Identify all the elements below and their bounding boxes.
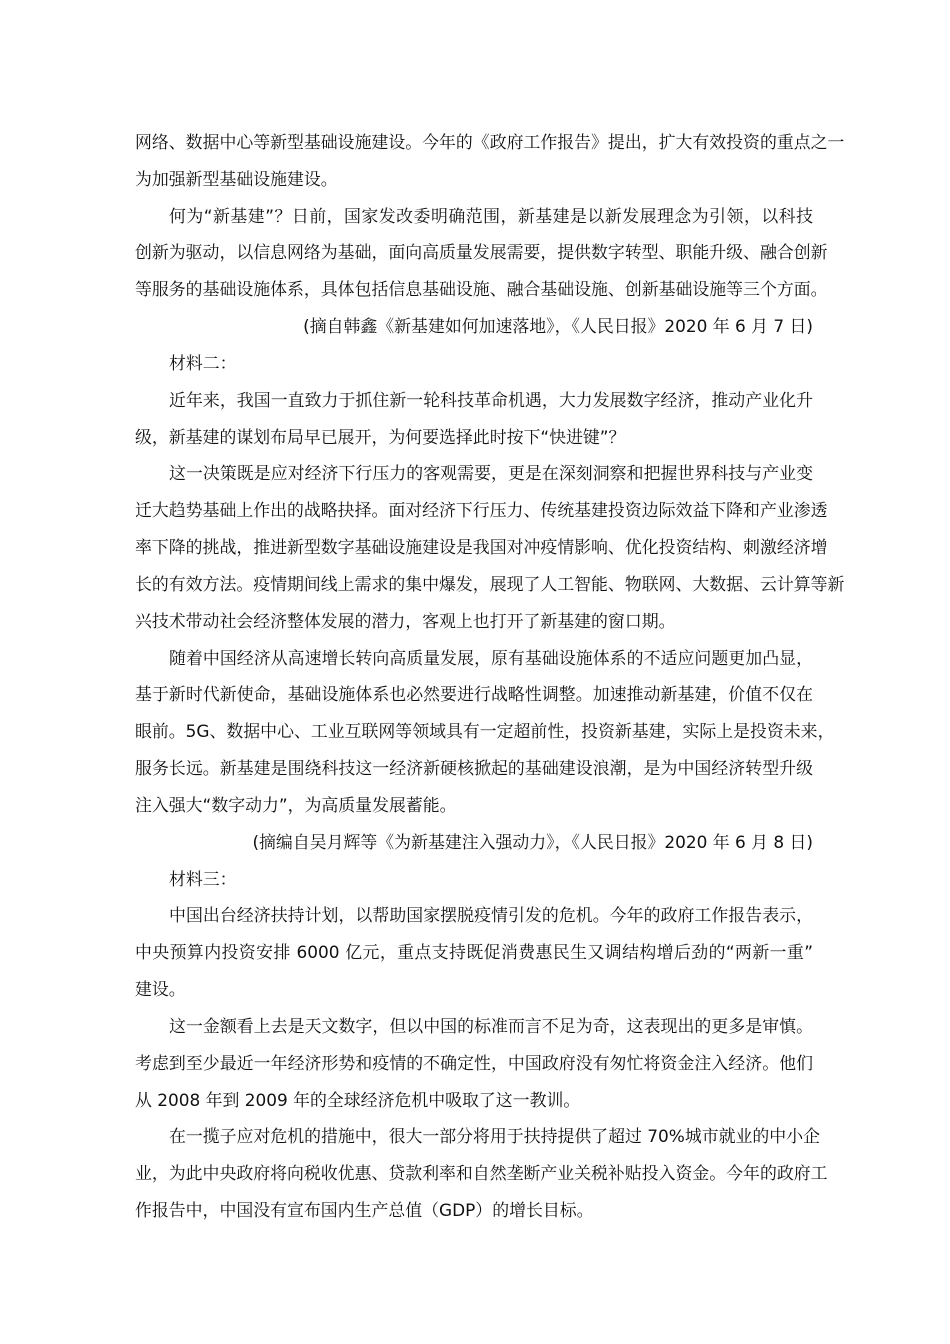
text-line: 兴技术带动社会经济整体发展的潜力，客观上也打开了新基建的窗口期。 [135, 610, 676, 631]
text-line: 网络、数据中心等新型基础设施建设。今年的《政府工作报告》提出，扩大有效投资的重点之一 [135, 132, 845, 152]
section-heading: 材料三： [169, 868, 237, 889]
text-line: 考虑到至少最近一年经济形势和疫情的不确定性，中国政府没有匆忙将资金注入经济。他们 [135, 1052, 813, 1073]
paragraph [135, 124, 845, 198]
paragraph [135, 1008, 813, 1118]
text-line: 中国出台经济扶持计划，以帮助国家摆脱疫情引发的危机。今年的政府工作报告表示， [169, 905, 813, 926]
paragraph [135, 382, 813, 456]
text-line: 迁大趋势基础上作出的战略抉择。面对经济下行压力、传统基建投资边际效益下降和产业渗透 [135, 500, 828, 521]
text-line: 从 2008 年到 2009 年的全球经济危机中吸取了这一教训。 [135, 1089, 581, 1110]
paragraph [135, 640, 835, 824]
text-line: 为加强新型基础设施建设。 [135, 168, 338, 189]
text-line: 等服务的基础设施体系，具体包括信息基础设施、融合基础设施、创新基础设施等三个方面。 [135, 279, 828, 300]
citation: (摘自韩鑫《新基建如何加速落地》，《人民日报》2020 年 6 月 7 日) [303, 316, 813, 337]
text-line: 在一揽子应对危机的措施中，很大一部分将用于扶持提供了超过 70%城市就业的中小企 [169, 1126, 820, 1147]
text-line: 这一金额看上去是天文数字，但以中国的标准而言不足为奇，这表现出的更多是审慎。 [169, 1015, 813, 1036]
text-line: 级，新基建的谋划布局早已展开，为何要选择此时按下“快进键”？ [135, 426, 626, 447]
text-line: 近年来，我国一直致力于抓住新一轮科技革命机遇，大力发展数字经济，推动产业化升 [169, 389, 813, 410]
text-line: 率下降的挑战，推进新型数字基础设施建设是我国对冲疫情影响、优化投资结构、刺激经济增 [135, 537, 828, 558]
text-line: 随着中国经济从高速增长转向高质量发展，原有基础设施体系的不适应问题更加凸显， [169, 647, 813, 668]
text-line: 作报告中，中国没有宣布国内生产总值（GDP）的增长目标。 [135, 1200, 594, 1221]
document-page [135, 124, 845, 1229]
citation: (摘编自吴月辉等《为新基建注入强动力》，《人民日报》2020 年 6 月 8 日) [252, 831, 813, 852]
text-line: 服务长远。新基建是围绕科技这一经济新硬核掀起的基础建设浪潮，是为中国经济转型升级 [135, 758, 813, 779]
paragraph [135, 897, 813, 1007]
text-line: 中央预算内投资安排 6000 亿元，重点支持既促消费惠民生又调结构增后劲的“两新一重” [135, 942, 813, 963]
text-line: 何为“新基建”？日前，国家发改委明确范围，新基建是以新发展理念为引领，以科技 [169, 205, 813, 226]
text-line: 这一决策既是应对经济下行压力的客观需要，更是在深刻洞察和把握世界科技与产业变 [169, 463, 813, 484]
paragraph [135, 1118, 828, 1228]
text-line: 创新为驱动，以信息网络为基础，面向高质量发展需要，提供数字转型、职能升级、融合创新 [135, 242, 828, 263]
text-line: 眼前。5G、数据中心、工业互联网等领域具有一定超前性，投资新基建，实际上是投资未来， [135, 721, 835, 742]
text-line: 注入强大“数字动力”，为高质量发展蓄能。 [135, 794, 457, 815]
text-line: 业，为此中央政府将向税收优惠、贷款利率和自然垄断产业关税补贴投入资金。今年的政府工 [135, 1163, 828, 1184]
paragraph [135, 455, 845, 639]
section-heading: 材料二： [169, 352, 237, 373]
text-line: 基于新时代新使命，基础设施体系也必然要进行战略性调整。加速推动新基建，价值不仅在 [135, 684, 813, 705]
text-line: 长的有效方法。疫情期间线上需求的集中爆发，展现了人工智能、物联网、大数据、云计算等新 [135, 573, 845, 594]
paragraph [135, 198, 828, 308]
text-line: 建设。 [135, 979, 186, 1000]
